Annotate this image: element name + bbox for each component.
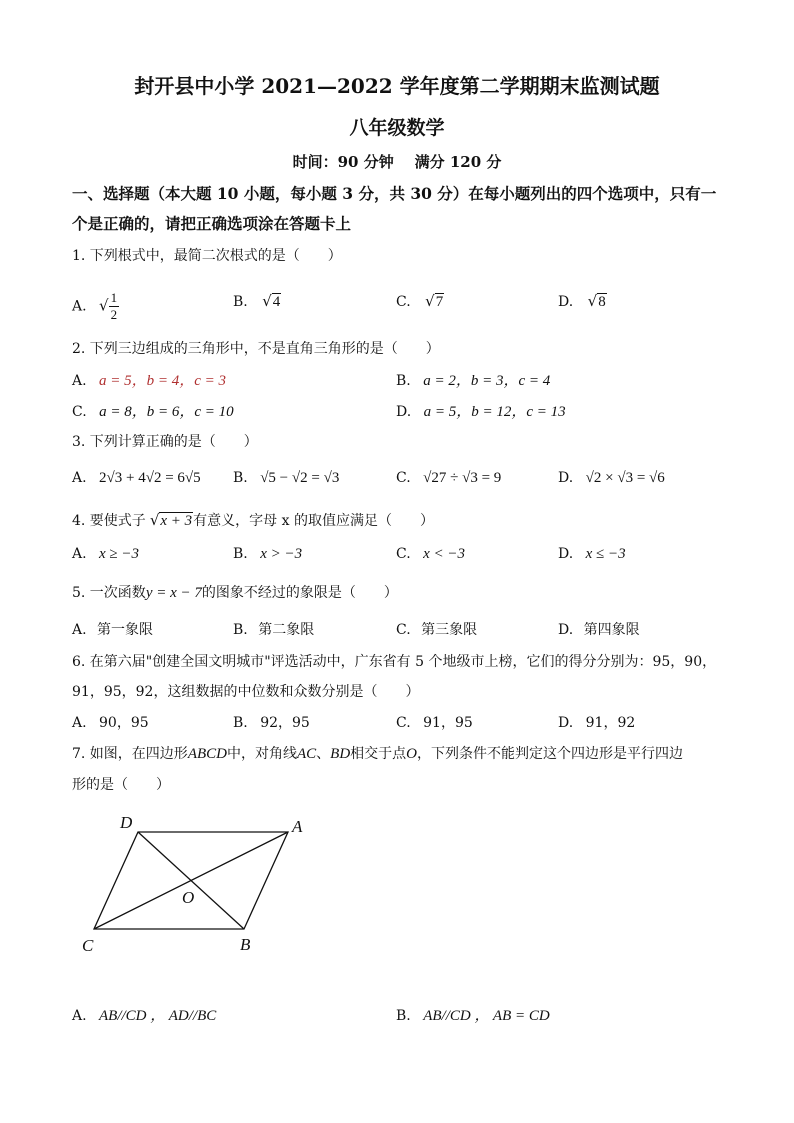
section-heading-line1: 一、选择题（本大题 10 小题，每小题 3 分，共 30 分）在每小题列出的四个选项中，只有一 xyxy=(72,184,717,203)
q4-option-c[interactable] xyxy=(396,546,465,563)
option-text: a = 8，b = 6，c = 10 xyxy=(99,404,234,420)
option-letter: D. xyxy=(558,622,574,638)
fraction-denominator: 2 xyxy=(110,307,118,322)
q1-option-c[interactable]: C. √7 xyxy=(396,292,444,310)
question-4-stem: 4. 要使式子 √x + 3有意义，字母 x 的取值应满足（ ） xyxy=(72,511,434,529)
stem-math: BD xyxy=(330,746,351,762)
option-letter: C. xyxy=(396,622,411,638)
option-text: AB//CD ， AD//BC xyxy=(99,1008,217,1024)
option-letter: D. xyxy=(396,404,412,420)
q4-option-d[interactable] xyxy=(558,546,626,563)
option-text: 第一象限 xyxy=(97,622,154,638)
stem-text-pre: 4. 要使式子 xyxy=(72,513,146,529)
option-text: √5 − √2 = √3 xyxy=(260,470,340,486)
q6-option-d[interactable] xyxy=(558,712,635,732)
stem-text: 中，对角线 xyxy=(226,746,297,762)
exam-time: 时间：90 分钟 满分 120 分 xyxy=(292,153,502,171)
q7-option-a[interactable] xyxy=(72,1004,216,1025)
q3-option-c[interactable] xyxy=(396,470,501,487)
q3-option-b[interactable] xyxy=(233,470,339,487)
option-text: 92，95 xyxy=(260,715,310,731)
option-text: a = 2，b = 3，c = 4 xyxy=(423,373,551,389)
option-letter: B. xyxy=(396,1008,411,1024)
option-text: x ≤ −3 xyxy=(585,546,626,562)
stem-radicand: x + 3 xyxy=(160,513,193,529)
question-5-stem xyxy=(72,582,398,602)
question-1-stem: 1. 下列根式中，最简二次根式的是（ ） xyxy=(72,248,342,264)
q2-option-d[interactable] xyxy=(396,400,566,421)
option-text: 91，95 xyxy=(423,715,473,731)
option-letter: A. xyxy=(72,546,87,562)
option-letter: B. xyxy=(233,546,248,562)
stem-text-pre: 5. 一次函数 xyxy=(72,585,146,601)
option-text: 第三象限 xyxy=(421,622,478,638)
q6-option-c[interactable] xyxy=(396,712,473,732)
stem-text: 7. 如图，在四边形 xyxy=(72,746,188,762)
option-letter: D. xyxy=(558,470,574,486)
question-2-stem: 2. 下列三边组成的三角形中，不是直角三角形的是（ ） xyxy=(72,341,440,357)
option-letter: C. xyxy=(396,546,411,562)
q3-option-a[interactable] xyxy=(72,470,201,487)
option-text: x > −3 xyxy=(260,546,303,562)
option-letter: C. xyxy=(72,404,87,420)
stem-math: ABCD xyxy=(187,746,227,762)
option-text: x ≥ −3 xyxy=(99,546,140,562)
option-letter: B. xyxy=(233,715,248,731)
q1-option-a[interactable]: A. √ $\frac{1}{2}$ xyxy=(72,290,118,322)
option-letter: A. xyxy=(72,298,87,315)
option-text: 91，92 xyxy=(585,715,636,731)
stem-math: O xyxy=(406,746,417,762)
q5-option-a[interactable] xyxy=(72,619,153,639)
q1-option-d[interactable]: D. √8 xyxy=(558,292,606,310)
option-text: 2√3 + 4√2 = 6√5 xyxy=(99,470,201,486)
stem-text: 相交于点 xyxy=(350,746,407,762)
option-letter: C. xyxy=(396,715,411,731)
point-label-o: O xyxy=(182,888,195,907)
q4-option-a[interactable] xyxy=(72,546,139,563)
q6-option-b[interactable] xyxy=(233,712,310,732)
option-text: √2 × √3 = √6 xyxy=(585,470,665,486)
question-6-stem-line2: 91，95，92，这组数据的中位数和众数分别是（ ） xyxy=(72,684,420,700)
option-letter: A. xyxy=(72,715,87,731)
option-text: AB//CD ， AB = CD xyxy=(423,1008,550,1024)
question-3-stem: 3. 下列计算正确的是（ ） xyxy=(72,434,258,450)
exam-subject: 八年级数学 xyxy=(349,117,445,139)
option-text: 第四象限 xyxy=(583,622,640,638)
option-letter: C. xyxy=(396,294,411,310)
exam-title: 封开县中小学 2021—2022 学年度第二学期期末监测试题 xyxy=(134,74,660,98)
option-text: a = 5，b = 4，c = 3 xyxy=(99,373,227,389)
vertex-label-d: D xyxy=(120,813,133,832)
option-text: x < −3 xyxy=(423,546,466,562)
radicand: 4 xyxy=(272,294,281,310)
option-text: 90，95 xyxy=(99,715,149,731)
option-letter: B. xyxy=(233,294,248,310)
question-7-stem-line2: 形的是（ ） xyxy=(72,777,170,793)
q2-option-a[interactable] xyxy=(72,369,226,390)
q5-option-b[interactable] xyxy=(233,619,314,639)
parallelogram-figure xyxy=(70,808,320,958)
q3-option-d[interactable] xyxy=(558,470,665,487)
q5-option-d[interactable] xyxy=(558,619,640,639)
q6-option-a[interactable] xyxy=(72,712,149,732)
radicand: 8 xyxy=(598,294,606,310)
option-text: √27 ÷ √3 = 9 xyxy=(423,470,502,486)
option-letter: A. xyxy=(72,373,87,389)
q5-option-c[interactable] xyxy=(396,619,477,639)
option-letter: C. xyxy=(396,470,411,486)
stem-text-post: 的图象不经过的象限是（ ） xyxy=(201,585,398,601)
option-letter: D. xyxy=(558,294,574,310)
option-text: a = 5，b = 12，c = 13 xyxy=(423,404,566,420)
vertex-label-c: C xyxy=(82,936,94,955)
option-letter: B. xyxy=(396,373,411,389)
stem-math: AC xyxy=(296,746,317,762)
fraction-numerator: 1 xyxy=(110,290,118,305)
q4-option-b[interactable] xyxy=(233,546,302,563)
stem-text-post: 有意义，字母 x 的取值应满足（ ） xyxy=(193,513,434,529)
question-6-stem-line1: 6. 在第六届"创建全国文明城市"评选活动中，广东省有 5 个地级市上榜，它们的得分分别为：95，90， xyxy=(72,654,717,670)
q2-option-b[interactable] xyxy=(396,369,550,390)
question-7-stem-line1 xyxy=(72,743,683,763)
radicand: 7 xyxy=(435,294,444,310)
option-letter: A. xyxy=(72,470,87,486)
q7-option-b[interactable] xyxy=(396,1004,550,1025)
vertex-label-b: B xyxy=(240,935,251,954)
stem-formula: y = x − 7 xyxy=(145,585,202,601)
vertex-label-a: A xyxy=(292,817,303,836)
option-letter: D. xyxy=(558,546,574,562)
stem-text: 、 xyxy=(316,746,331,762)
option-letter: B. xyxy=(233,622,248,638)
option-text: 第二象限 xyxy=(258,622,315,638)
diagonal-ac xyxy=(94,832,288,929)
option-letter: A. xyxy=(72,1008,87,1024)
option-letter: A. xyxy=(72,622,87,638)
option-letter: D. xyxy=(558,715,574,731)
stem-text: ，下列条件不能判定这个四边形是平行四边 xyxy=(417,746,683,762)
section-heading-line2: 个是正确的，请把正确选项涂在答题卡上 xyxy=(72,214,352,233)
q1-option-b[interactable]: B. √4 xyxy=(233,292,281,310)
option-letter: B. xyxy=(233,470,248,486)
q2-option-c[interactable] xyxy=(72,400,234,421)
